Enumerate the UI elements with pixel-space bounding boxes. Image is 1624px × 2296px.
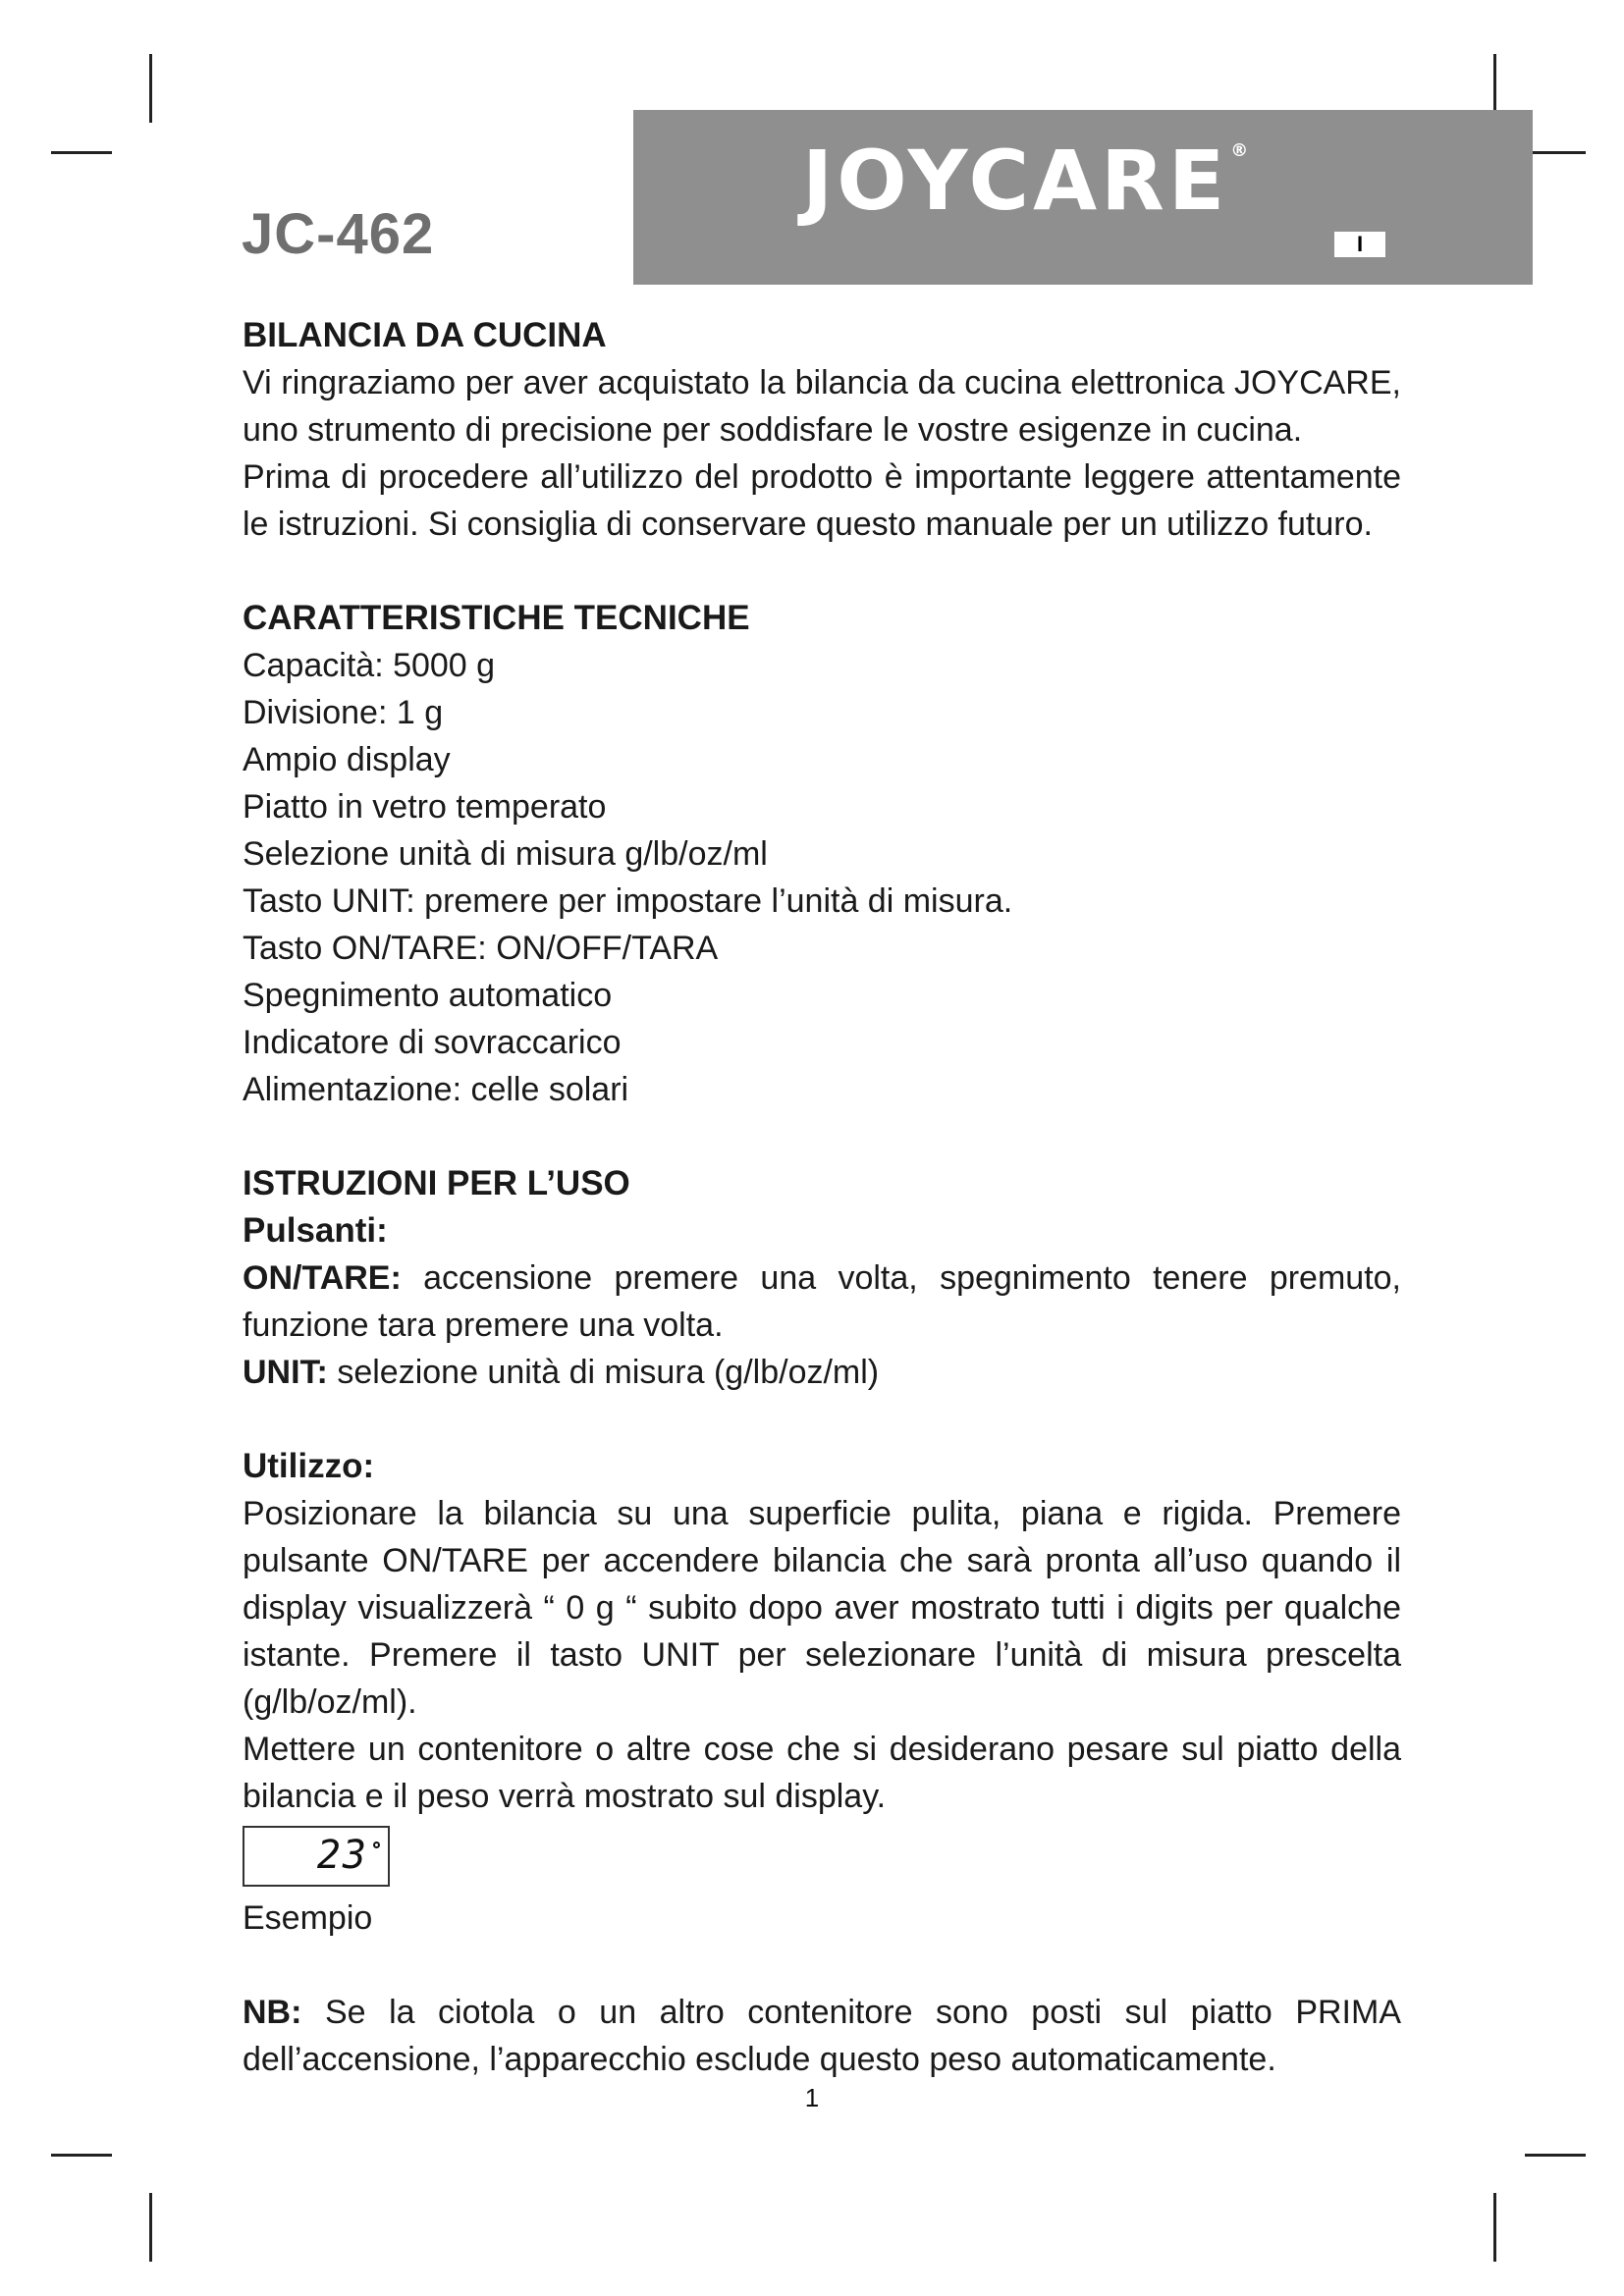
crop-mark: [1525, 2154, 1586, 2157]
page-number: 1: [804, 2083, 820, 2112]
usage-paragraph-2: Mettere un contenitore o altre cose che si desiderano pesare sul piatto della bilancia e il peso verrà mostrato sul display.: [243, 1731, 1401, 1815]
usage-subtitle: Utilizzo:: [243, 1447, 375, 1485]
section-title-specs: CARATTERISTICHE TECNICHE: [243, 599, 750, 637]
brand-logo: [802, 133, 1252, 229]
intro-paragraph-1: Vi ringraziamo per aver acquistato la bilancia da cucina elettronica JOYCARE, uno strumento di precisione per soddisfare le vostre esigenze in cucina.: [243, 364, 1401, 449]
on-tare-text: accensione premere una volta, spegnimento tenere premuto, funzione tara premere una volta.: [243, 1259, 1401, 1344]
manual-body: [243, 312, 1401, 2083]
intro-paragraph-2: Prima di procedere all’utilizzo del prodotto è importante leggere attentamente le istruzioni. Si consiglia di conservare questo manuale per un utilizzo futuro.: [243, 458, 1401, 543]
example-caption: Esempio: [243, 1899, 373, 1937]
degree-unit-icon: [373, 1842, 380, 1848]
spec-item: Ampio display: [243, 741, 451, 778]
spec-item: Spegnimento automatico: [243, 977, 613, 1014]
spec-item: Tasto UNIT: premere per impostare l’unità di misura.: [243, 882, 1013, 920]
lcd-display-example: [243, 1826, 390, 1887]
spec-item: Selezione unità di misura g/lb/oz/ml: [243, 835, 768, 873]
section-title-usage: ISTRUZIONI PER L’USO: [243, 1164, 630, 1202]
buttons-subtitle: Pulsanti:: [243, 1211, 388, 1250]
usage-paragraph-1: Posizionare la bilancia su una superficie pulita, piana e rigida. Premere pulsante ON/TARE per accendere bilancia che sarà pronta all’uso quando il display visualizzerà “ 0 g “ subito dopo aver mostrato tutti i digits per qualche istante. Premere il tasto UNIT per selezionare l’unità di misura prescelta (g/lb/oz/ml).: [243, 1495, 1401, 1721]
crop-mark: [1525, 151, 1586, 154]
crop-mark: [51, 151, 112, 154]
spec-item: Tasto ON/TARE: ON/OFF/TARA: [243, 930, 719, 967]
crop-mark: [51, 2154, 112, 2157]
spec-item: Alimentazione: celle solari: [243, 1071, 629, 1108]
spec-item: Divisione: 1 g: [243, 694, 444, 731]
brand-banner: [633, 110, 1533, 285]
section-title-intro: BILANCIA DA CUCINA: [243, 316, 607, 354]
nb-label: NB:: [243, 1994, 302, 2031]
on-tare-description: [243, 1255, 1401, 1349]
nb-note: [243, 1989, 1401, 2083]
brand-name: JOYCARE: [802, 133, 1229, 229]
spec-item: Indicatore di sovraccarico: [243, 1024, 622, 1061]
on-tare-label: ON/TARE:: [243, 1259, 402, 1297]
crop-mark: [1493, 2193, 1496, 2262]
crop-mark: [149, 54, 152, 123]
model-number: JC-462: [242, 202, 435, 266]
registered-mark: ®: [1230, 140, 1253, 161]
spec-item: Piatto in vetro temperato: [243, 788, 607, 826]
unit-label: UNIT:: [243, 1354, 328, 1391]
crop-mark: [149, 2193, 152, 2262]
nb-text: Se la ciotola o un altro contenitore sono posti sul piatto PRIMA dell’accensione, l’apparecchio esclude questo peso automaticamente.: [243, 1994, 1401, 2078]
spec-item: Capacità: 5000 g: [243, 647, 496, 684]
display-digits: 23: [316, 1833, 368, 1878]
unit-description: [243, 1349, 1401, 1396]
language-tab: I: [1334, 232, 1385, 257]
unit-text: selezione unità di misura (g/lb/oz/ml): [327, 1354, 880, 1391]
